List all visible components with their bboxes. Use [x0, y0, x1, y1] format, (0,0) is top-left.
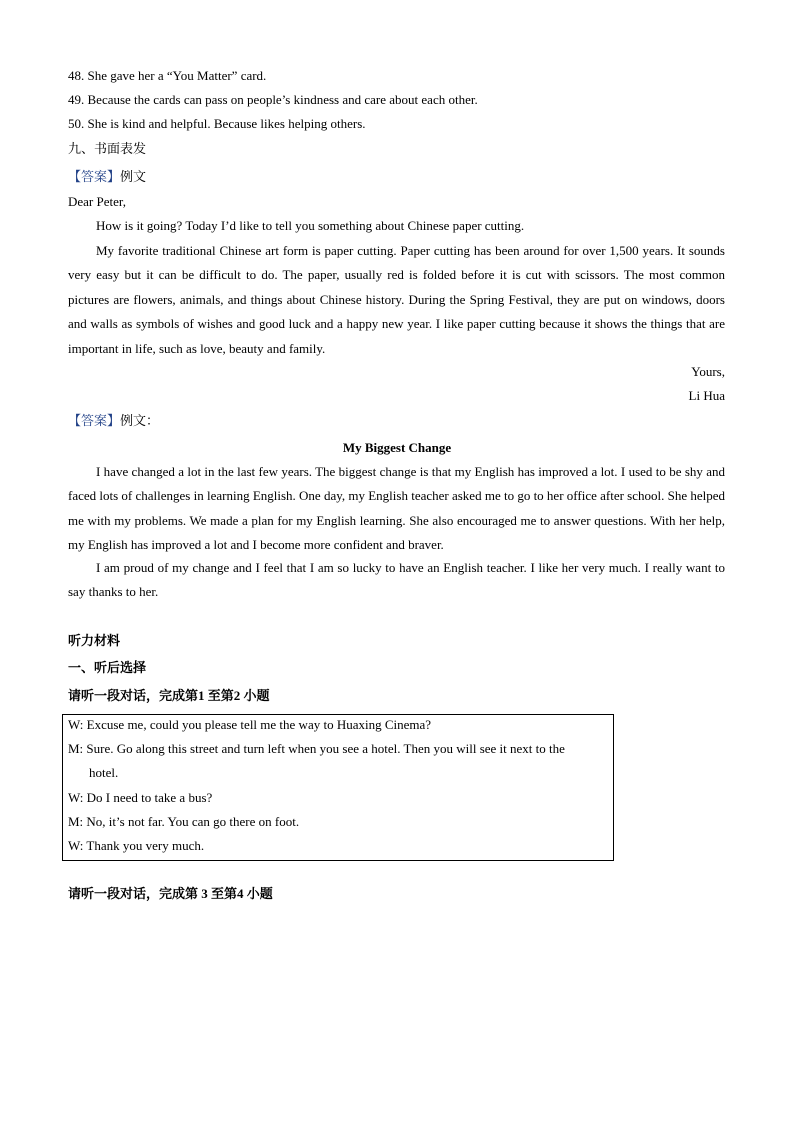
- instruction-q1-2: 请听一段对话，完成第1 至第2 小题: [68, 688, 270, 704]
- letter-body: My favorite traditional Chinese art form is paper cutting. Paper cutting has been around for over 1,500 years. It sounds very easy but it can be difficult to do. The paper, usually red is folded before it is cut with scissors. The most common pictures are flowers, animals, and things about Chinese history. During the Spring Festival, they are put on windows, doors and walls as symbols of wishes and good luck and a happy new year. I like paper cutting because it shows the things that are important in life, such as love, beauty and family.: [68, 243, 725, 356]
- letter-closing: Yours,: [691, 364, 725, 379]
- answer-label-1: [68, 169, 146, 186]
- dialogue-line: M: No, it’s not far. You can go there on foot.: [68, 814, 300, 829]
- example-label: 例文: [120, 170, 147, 185]
- essay-paragraph-2: I am proud of my change and I feel that I am so lucky to have an English teacher. I like her very much. I really want to say thanks to her.: [68, 560, 725, 600]
- dialogue-box: [62, 714, 614, 861]
- dialogue-line: W: Do I need to take a bus?: [68, 790, 213, 805]
- example-label: 例文：: [120, 414, 160, 429]
- listening-heading: 听力材料: [68, 634, 121, 649]
- answer-label-2: [68, 413, 159, 430]
- instruction-q3-4: 请听一段对话，完成第 3 至第4 小题: [68, 886, 273, 902]
- dialogue-line: W: Excuse me, could you please tell me the way to Huaxing Cinema?: [68, 717, 432, 732]
- section-heading-writing: 九、书面表发: [68, 142, 147, 157]
- answer-50: 50. She is kind and helpful. Because likes helping others.: [68, 116, 366, 131]
- dialogue-line-continuation: hotel.: [89, 765, 119, 780]
- answer-49: 49. Because the cards can pass on people’s kindness and care about each other.: [68, 92, 478, 107]
- answer-tag: 【答案】: [68, 414, 121, 429]
- listening-section-one: 一、听后选择: [68, 661, 147, 676]
- letter-greeting: Dear Peter,: [68, 194, 126, 209]
- dialogue-line: M: Sure. Go along this street and turn left when you see a hotel. Then you will see it next to the: [68, 741, 565, 756]
- answer-tag: 【答案】: [68, 170, 121, 185]
- letter-signature: Li Hua: [688, 388, 725, 403]
- answer-48: 48. She gave her a “You Matter” card.: [68, 68, 267, 83]
- letter-opening: How is it going? Today I’d like to tell you something about Chinese paper cutting.: [96, 218, 525, 233]
- dialogue-line: W: Thank you very much.: [68, 838, 205, 853]
- essay-paragraph-1: I have changed a lot in the last few years. The biggest change is that my English has improved a lot. I used to be shy and faced lots of challenges in learning English. One day, my English teacher asked me to go to her office after school. She helped me with my problems. We made a plan for my English learning. She also encouraged me to answer questions. With her help, my English has improved a lot and I become more confident and braver.: [68, 464, 726, 553]
- essay-title: My Biggest Change: [342, 440, 452, 455]
